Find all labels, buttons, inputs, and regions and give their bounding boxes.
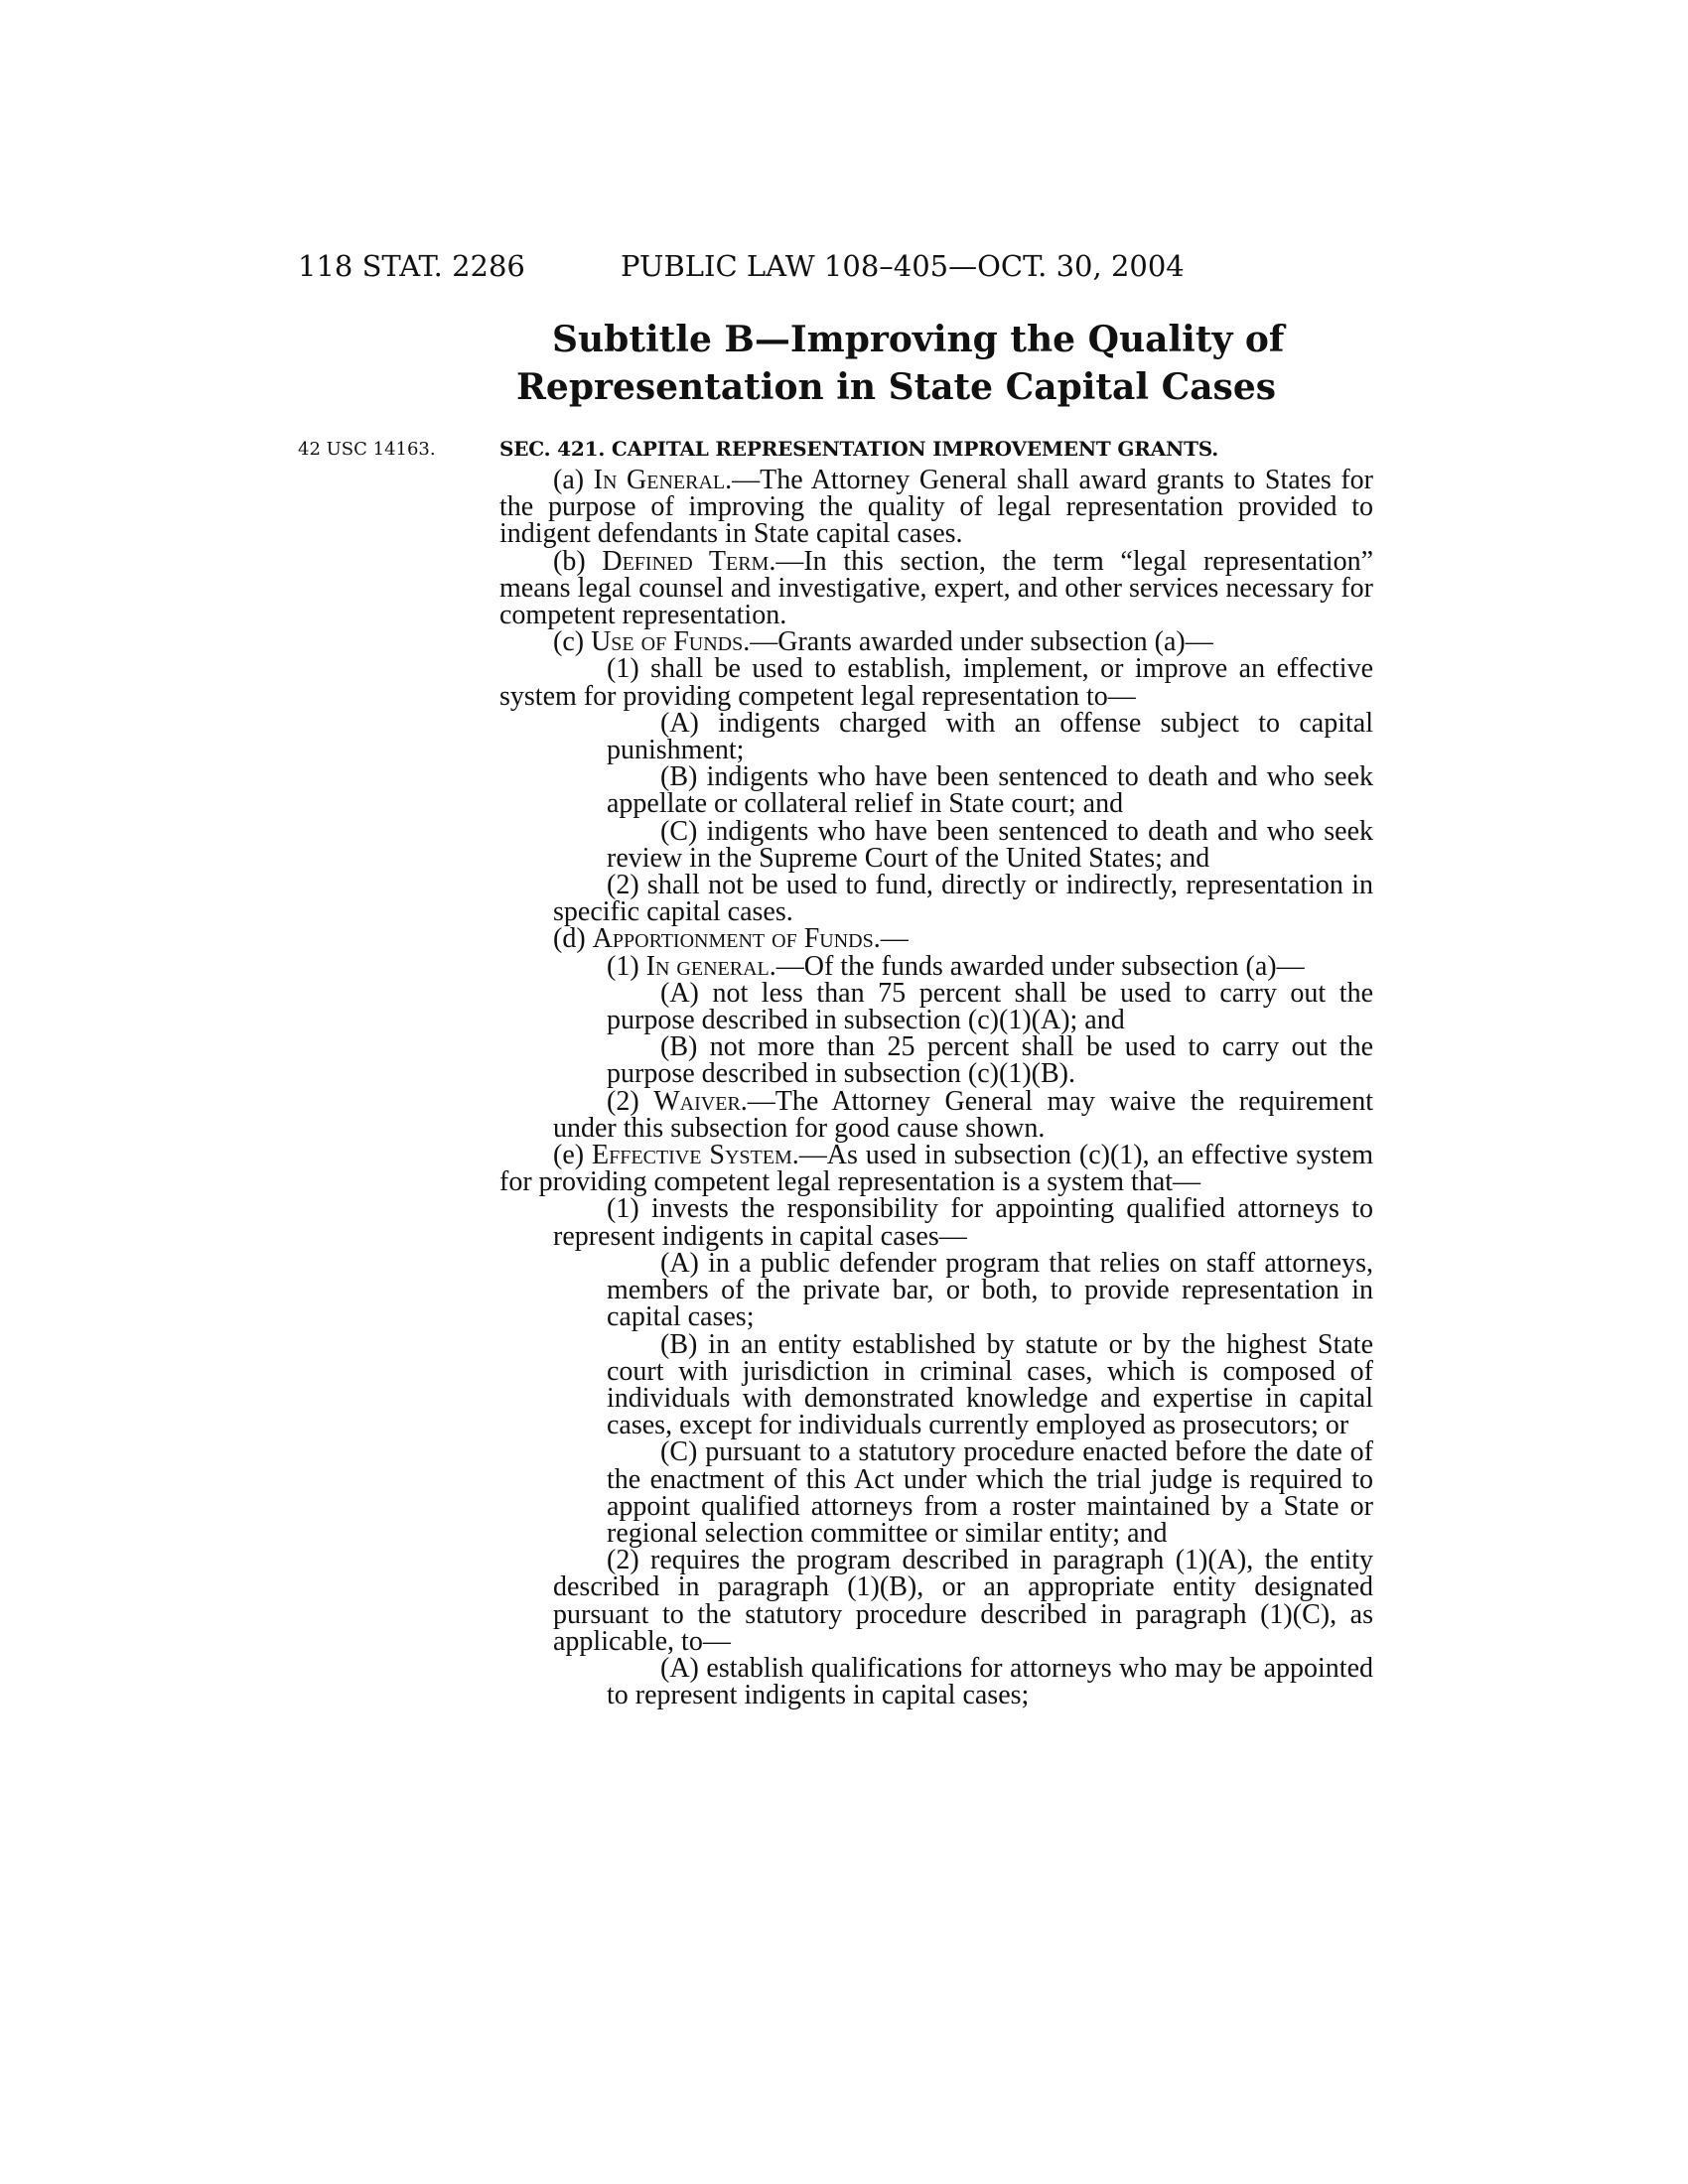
subparagraph-d-1-a: (A) not less than 75 percent shall be used to carry out the purpose described in subsection (c)(1)(A); and	[607, 977, 1373, 1036]
paragraph-d-1-heading: In general	[645, 950, 770, 982]
subsection-c-text: .—Grants awarded under subsection (a)—	[743, 626, 1213, 658]
paragraph-d-2-text: .—The Attorney General may waive the requirement under this subsection for good cause shown.	[553, 1085, 1373, 1144]
section-heading: SEC. 421. CAPITAL REPRESENTATION IMPROVEMENT GRANTS.	[499, 437, 1219, 461]
subsection-c-label: (c)	[553, 626, 592, 658]
subsection-a	[499, 467, 1373, 548]
subsection-d-heading: Apportionment of Funds	[592, 923, 874, 955]
subsection-c	[499, 626, 1373, 658]
subparagraph-c-1-a: (A) indigents charged with an offense subject to capital punishment;	[607, 707, 1373, 766]
subsection-e	[499, 1140, 1373, 1198]
usc-margin-note: 42 USC 14163.	[298, 439, 436, 460]
subsection-c-heading: Use of Funds	[591, 626, 744, 658]
subtitle-line-1: Subtitle B—Improving the Quality of	[552, 319, 1285, 360]
paragraph-d-2-label: (2)	[607, 1085, 654, 1117]
subparagraph-c-1-c: (C) indigents who have been sentenced to death and who seek review in the Supreme Court of the United States; and	[607, 815, 1373, 874]
subparagraph-e-1-a: (A) in a public defender program that relies on staff attorneys, members of the private bar, or both, to provide representation in capital cases;	[607, 1247, 1373, 1333]
subsection-e-heading: Effective System	[592, 1140, 792, 1171]
subsection-d	[499, 923, 1373, 955]
subsection-d-text: .—	[873, 923, 909, 955]
subsection-d-label: (d)	[553, 923, 593, 955]
subtitle-line-2: Representation in State Capital Cases	[516, 366, 1276, 408]
subsection-a-heading: In General	[593, 465, 726, 495]
paragraph-d-1-text: .—Of the funds awarded under subsection (a)—	[769, 950, 1305, 982]
paragraph-e-2: (2) requires the program described in paragraph (1)(A), the entity described in paragraph (1)(B), or an appropriate entity designated pursuant to the statutory procedure described in paragraph (1)(C), as applicable, to—	[553, 1545, 1373, 1657]
subsection-b	[499, 545, 1373, 631]
section-body	[499, 465, 1373, 1711]
subparagraph-c-1-b: (B) indigents who have been sentenced to death and who seek appellate or collateral relief in State court; and	[607, 761, 1373, 820]
paragraph-e-1: (1) invests the responsibility for appointing qualified attorneys to represent indigents in capital cases—	[553, 1193, 1373, 1252]
subparagraph-e-2-a: (A) establish qualifications for attorneys who may be appointed to represent indigents in capital cases;	[607, 1652, 1373, 1711]
subsection-e-text: .—As used in subsection (c)(1), an effective system for providing competent legal representation is a system that—	[499, 1140, 1373, 1198]
subsection-a-label: (a)	[553, 465, 594, 495]
paragraph-d-1-label: (1)	[607, 950, 646, 982]
paragraph-c-2: (2) shall not be used to fund, directly or indirectly, representation in specific capital cases.	[553, 870, 1373, 928]
subparagraph-e-1-b: (B) in an entity established by statute or by the highest State court with jurisdiction in criminal cases, which is composed of individuals with demonstrated knowledge and expertise in capital cases, except for individuals currently employed as prosecutors; or	[607, 1328, 1373, 1441]
paragraph-c-1: (1) shall be used to establish, implement, or improve an effective system for providing competent legal representation to—	[499, 653, 1373, 712]
subsection-b-label: (b)	[553, 545, 603, 577]
paragraph-d-2-heading: Waiver	[653, 1085, 741, 1117]
subparagraph-e-1-c: (C) pursuant to a statutory procedure enacted before the date of the enactment of this Act under which the trial judge is required to appoint qualified attorneys from a roster maintained by a State or regional selection committee or similar entity; and	[607, 1436, 1373, 1549]
paragraph-d-1	[499, 950, 1373, 982]
subparagraph-d-1-b: (B) not more than 25 percent shall be used to carry out the purpose described in subsection (c)(1)(B).	[607, 1031, 1373, 1090]
subsection-a-text: .—The Attorney General shall award grants to States for the purpose of improving the quality of legal representation provided to indigent defendants in State capital cases.	[499, 465, 1373, 550]
stat-citation: 118 STAT. 2286	[298, 249, 525, 283]
subsection-e-label: (e)	[553, 1140, 593, 1171]
subsection-b-text: .—In this section, the term “legal representation” means legal counsel and investigative, expert, and other services necessary for competent representation.	[499, 545, 1373, 631]
subsection-b-heading: Defined Term	[602, 545, 770, 577]
public-law-citation: PUBLIC LAW 108–405—OCT. 30, 2004	[621, 249, 1185, 283]
paragraph-d-2	[499, 1085, 1373, 1144]
subtitle-heading	[516, 316, 1410, 411]
